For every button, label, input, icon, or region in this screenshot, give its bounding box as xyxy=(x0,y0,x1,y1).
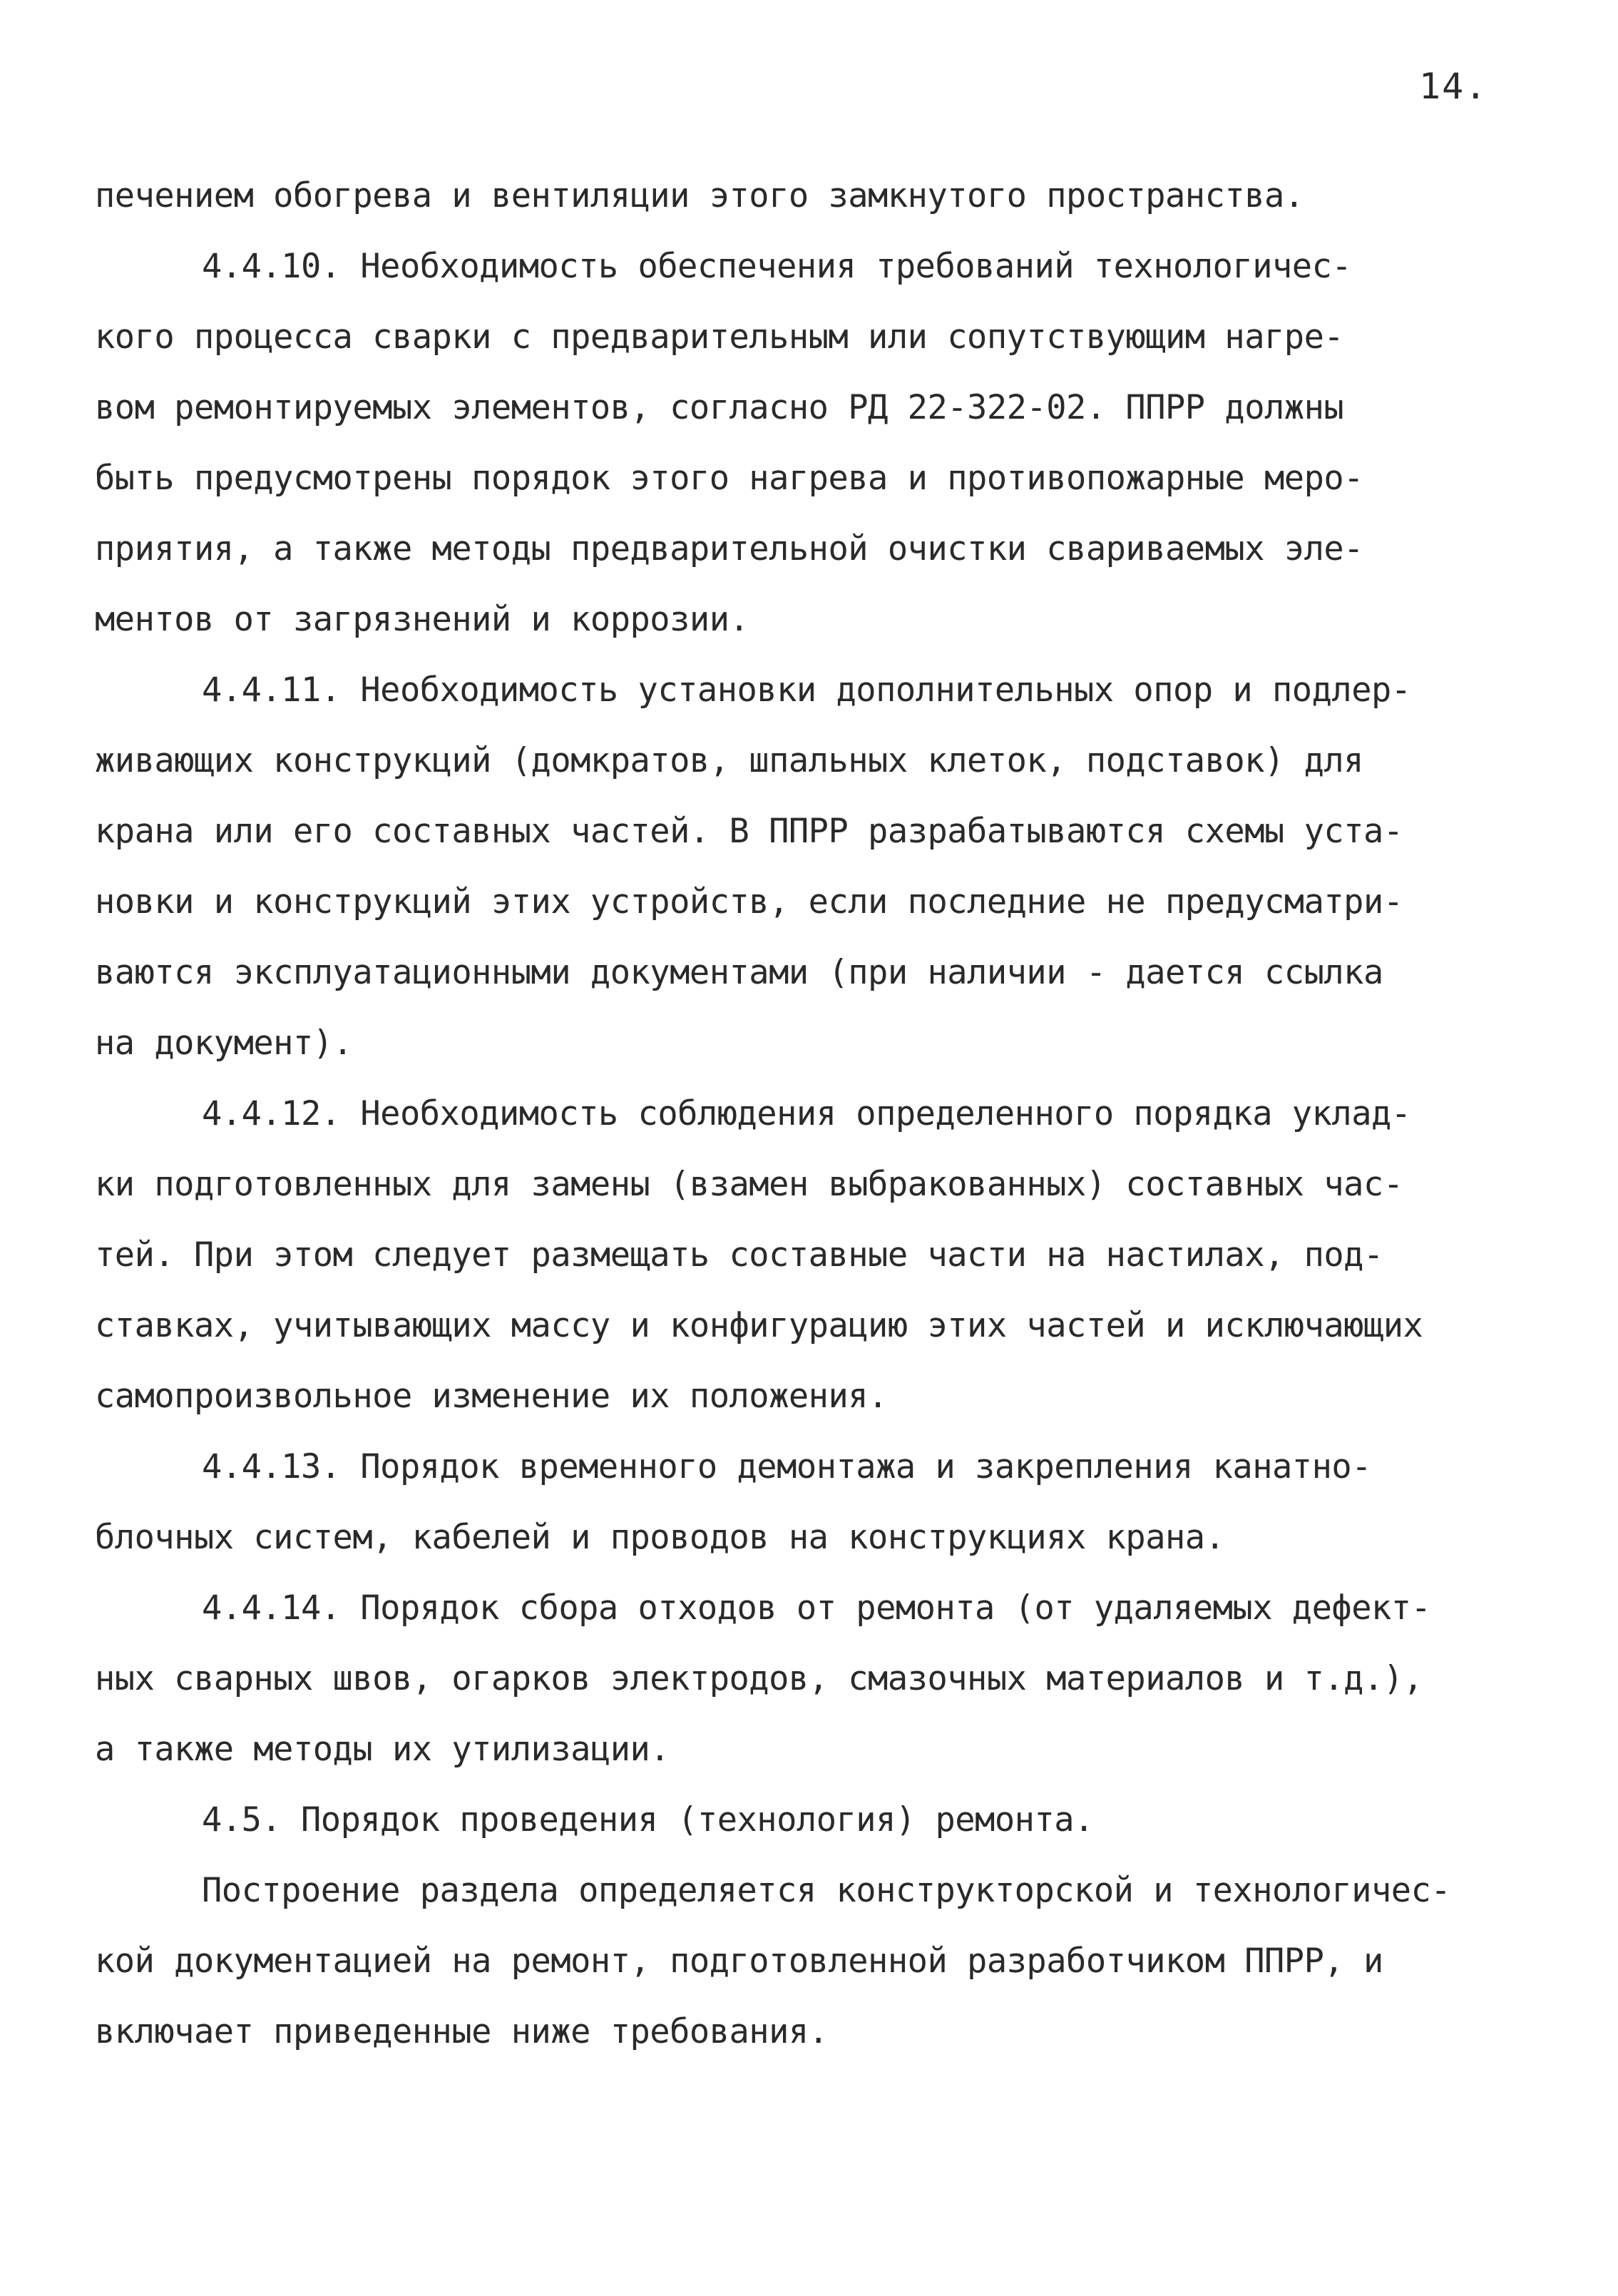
text-line: ставках, учитывающих массу и конфигурацию этих частей и исключающих xyxy=(95,1306,1423,1345)
page-number: 14. xyxy=(1419,66,1488,107)
text-line: ных сварных швов, огарков электродов, смазочных материалов и т.д.), xyxy=(95,1659,1423,1698)
text-line: ваются эксплуатационными документами (при наличии - дается ссылка xyxy=(95,953,1383,992)
paragraph-4-4-12 xyxy=(95,1078,1521,1432)
text-line: 4.4.13. Порядок временного демонтажа и закрепления канатно- xyxy=(202,1447,1371,1486)
document-body xyxy=(95,160,1521,2067)
text-line: 4.4.11. Необходимость установки дополнительных опор и подлер- xyxy=(202,670,1411,710)
text-line: печением обогрева и вентиляции этого замкнутого пространства. xyxy=(95,176,1304,215)
paragraph-continuation xyxy=(95,160,1521,231)
paragraph-4-4-10 xyxy=(95,231,1521,655)
text-line: ментов от загрязнений и коррозии. xyxy=(95,600,749,639)
paragraph-section-intro xyxy=(95,1855,1521,2067)
text-line: кой документацией на ремонт, подготовленной разработчиком ППРР, и xyxy=(95,1942,1383,1981)
paragraph-4-4-13 xyxy=(95,1432,1521,1573)
text-line: 4.5. Порядок проведения (технология) ремонта. xyxy=(202,1800,1094,1840)
text-line: 4.4.14. Порядок сбора отходов от ремонта (от удаляемых дефект- xyxy=(202,1588,1431,1628)
text-line: включает приведенные ниже требования. xyxy=(95,2012,829,2051)
text-line: тей. При этом следует размещать составные части на настилах, под- xyxy=(95,1235,1383,1275)
section-heading-4-5 xyxy=(95,1785,1521,1855)
text-line: на документ). xyxy=(95,1024,353,1063)
text-line: Построение раздела определяется конструкторской и технологичес- xyxy=(202,1871,1451,1910)
text-line: новки и конструкций этих устройств, если последние не предусматри- xyxy=(95,882,1403,922)
text-line: блочных систем, кабелей и проводов на конструкциях крана. xyxy=(95,1518,1225,1557)
text-line: 4.4.10. Необходимость обеспечения требований технологичес- xyxy=(202,247,1352,286)
text-line: быть предусмотрены порядок этого нагрева и противопожарные меро- xyxy=(95,459,1363,498)
text-line: 4.4.12. Необходимость соблюдения определенного порядка уклад- xyxy=(202,1094,1411,1133)
text-line: приятия, а также методы предварительной очистки свариваемых эле- xyxy=(95,529,1363,568)
text-line: а также методы их утилизации. xyxy=(95,1730,670,1769)
text-line: кого процесса сварки с предварительным или сопутствующим нагре- xyxy=(95,317,1344,357)
paragraph-4-4-11 xyxy=(95,655,1521,1078)
text-line: вом ремонтируемых элементов, согласно РД 22-322-02. ППРР должны xyxy=(95,388,1344,427)
text-line: ки подготовленных для замены (взамен выбракованных) составных час- xyxy=(95,1165,1403,1204)
paragraph-4-4-14 xyxy=(95,1573,1521,1785)
text-line: живающих конструкций (домкратов, шпальных клеток, подставок) для xyxy=(95,741,1363,780)
text-line: самопроизвольное изменение их положения. xyxy=(95,1377,888,1416)
text-line: крана или его составных частей. В ППРР разрабатываются схемы уста- xyxy=(95,812,1403,851)
